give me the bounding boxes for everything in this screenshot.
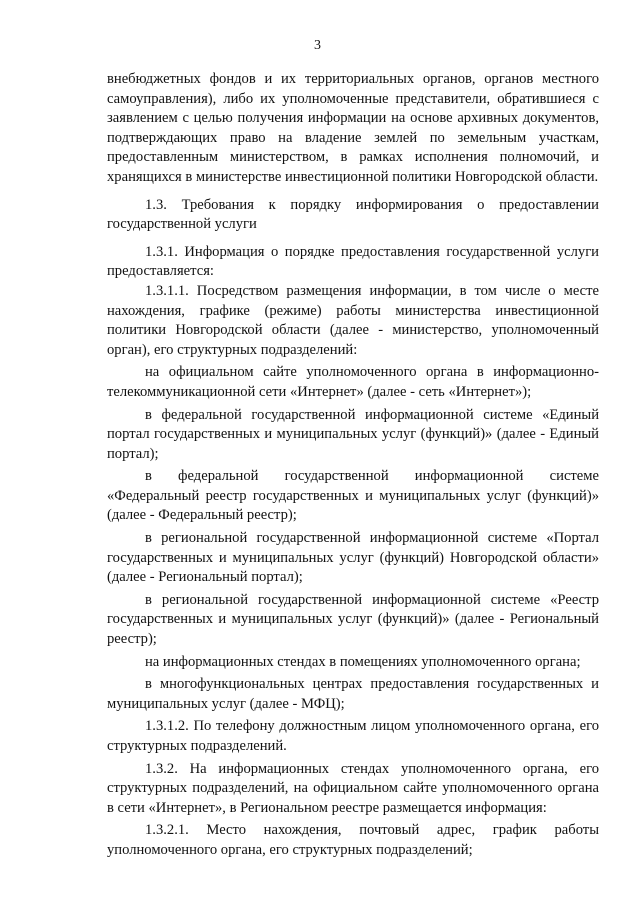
paragraph-1-3-2-1: 1.3.2.1. Место нахождения, почтовый адрес, график работы уполномоченного органа, его структурных подразделений; <box>107 822 599 858</box>
page-number: 3 <box>314 38 321 53</box>
paragraph-1-3-1-1: 1.3.1.1. Посредством размещения информации, в том числе о месте нахождения, графике (режиме) работы министерства инвестиционной политики Новгородской области (далее - министерство, уполномоченный орган), его структурных подразделений: <box>107 282 599 358</box>
list-item-unified-portal: в федеральной государственной информационной системе «Единый портал государственных и муниципальных услуг (функций)» (далее - Единый портал); <box>107 406 599 462</box>
list-item-regional-portal: в региональной государственной информационной системе «Портал государственных и муниципальных услуг (функций) Новгородской области» (далее - Региональный портал); <box>107 530 599 586</box>
paragraph-continuation: внебюджетных фондов и их территориальных органов, органов местного самоуправления), либо их уполномоченные представители, обратившиеся с заявлением с целью получения информации на основе архивных документов, подтверждающих право на владение землей по земельным участкам, предоставленным министерством, в рамках исполнения полномочий, и хранящихся в министерстве инвестиционной политики Новгородской области. <box>107 71 599 185</box>
section-heading-1-3: 1.3. Требования к порядку информирования о предоставлении государственной услуги <box>107 196 599 233</box>
list-item-mfc: в многофункциональных центрах предоставления государственных и муниципальных услуг (далее - МФЦ); <box>107 676 599 712</box>
document-body <box>107 70 599 861</box>
paragraph-1-3-1-2: 1.3.1.2. По телефону должностным лицом уполномоченного органа, его структурных подразделений. <box>107 718 599 754</box>
paragraph-1-3-1: 1.3.1. Информация о порядке предоставления государственной услуги предоставляется: <box>107 243 599 280</box>
list-item-federal-registry: в федеральной государственной информационной системе «Федеральный реестр государственных и муниципальных услуг (функций)» (далее - Федеральный реестр); <box>107 468 599 524</box>
list-item-official-site: на официальном сайте уполномоченного органа в информационно-телекоммуникационной сети «Интернет» (далее - сеть «Интернет»); <box>107 364 599 400</box>
list-item-regional-registry: в региональной государственной информационной системе «Реестр государственных и муниципальных услуг (функций)» (далее - Региональный реестр); <box>107 591 599 648</box>
list-item-info-stands: на информационных стендах в помещениях уполномоченного органа; <box>145 653 581 670</box>
paragraph-1-3-2: 1.3.2. На информационных стендах уполномоченного органа, его структурных подразделений, на официальном сайте уполномоченного органа в сети «Интернет», в Региональном реестре размещается информация: <box>107 760 599 816</box>
